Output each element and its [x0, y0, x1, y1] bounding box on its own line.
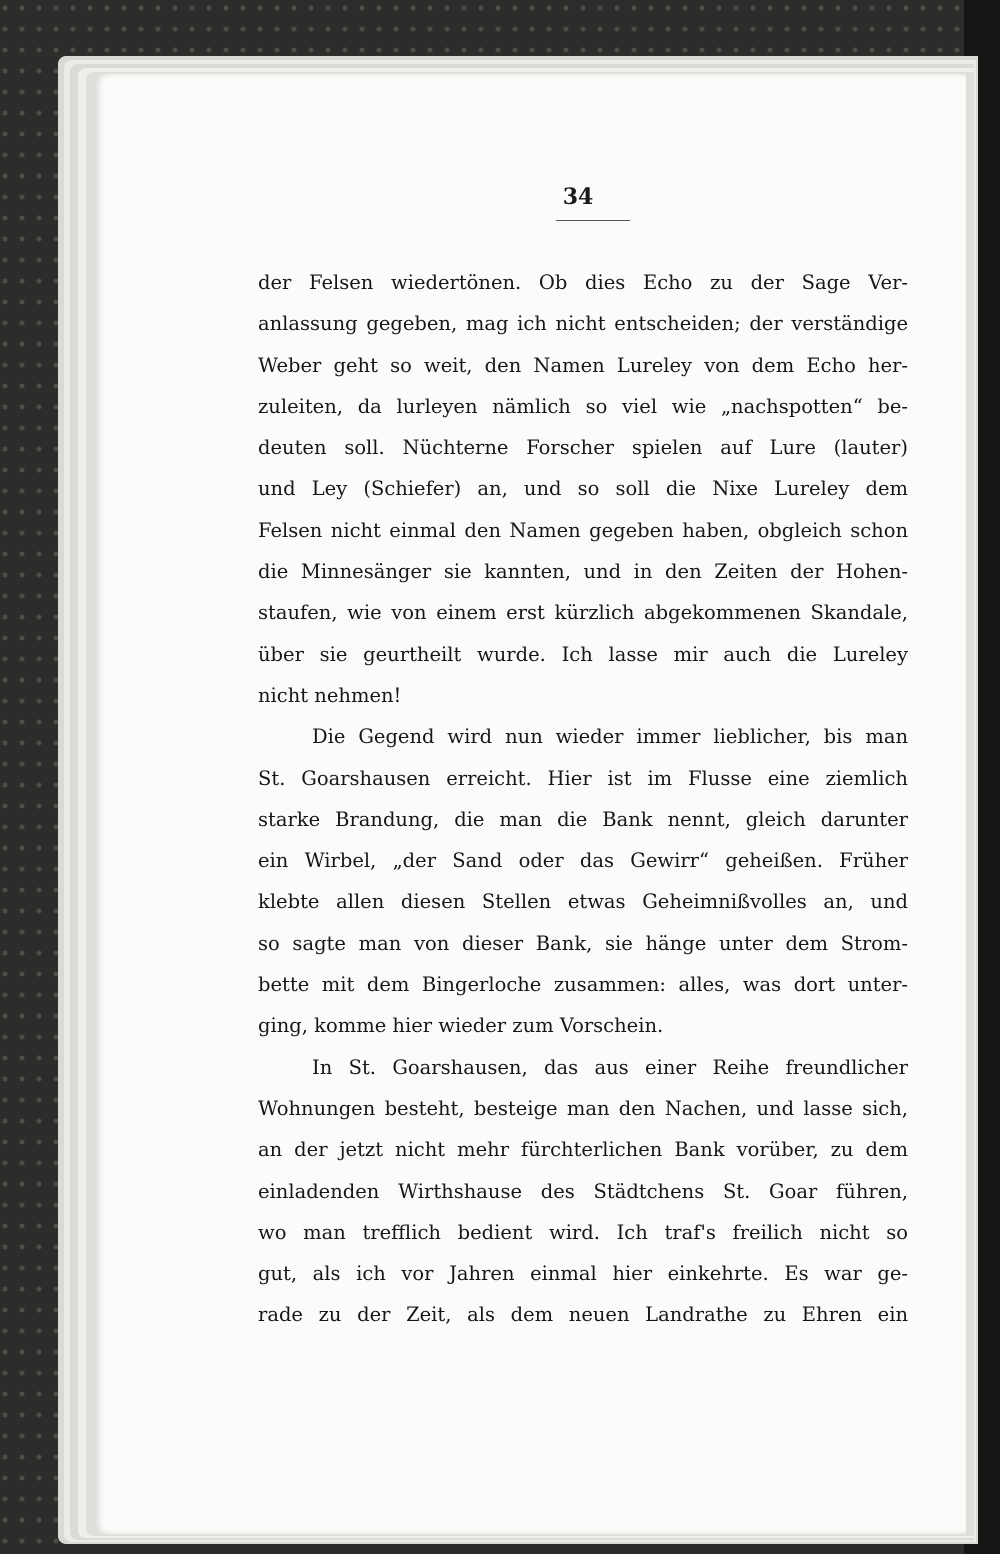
- text-line: starke Brandung, die man die Bank nennt, gleich darunter: [258, 807, 908, 831]
- text-line: so sagte man von dieser Bank, sie hänge unter dem Strom-: [258, 931, 908, 955]
- paragraph-first-line: Die Gegend wird nun wieder immer lieblicher, bis man: [312, 725, 908, 749]
- text-line: St. Goarshausen erreicht. Hier ist im Flusse eine ziemlich: [258, 766, 908, 790]
- text-line: Felsen nicht einmal den Namen gegeben haben, obgleich schon: [258, 518, 908, 542]
- text-line: und Ley (Schiefer) an, und so soll die Nixe Lureley dem: [258, 477, 908, 501]
- text-line: bette mit dem Bingerloche zusammen: alles, was dort unter-: [258, 973, 908, 997]
- text-line: rade zu der Zeit, als dem neuen Landrathe zu Ehren ein: [258, 1303, 908, 1327]
- text-line: über sie geurtheilt wurde. Ich lasse mir auch die Lureley: [258, 642, 908, 666]
- text-line: ein Wirbel, „der Sand oder das Gewirr“ geheißen. Früher: [258, 849, 908, 873]
- page-number: 34: [562, 184, 594, 210]
- text-line: anlassung gegeben, mag ich nicht entscheiden; der verständige: [258, 312, 908, 336]
- text-line: der Felsen wiedertönen. Ob dies Echo zu der Sage Ver-: [258, 271, 908, 294]
- text-line: wo man trefflich bedient wird. Ich traf's freilich nicht so: [258, 1220, 908, 1244]
- text-line: zuleiten, da lurleyen nämlich so viel wie „nachspotten“ be-: [258, 394, 908, 418]
- text-line: klebte allen diesen Stellen etwas Geheimnißvolles an, und: [258, 890, 908, 914]
- text-line: nicht nehmen!: [258, 683, 402, 707]
- text-line: staufen, wie von einem erst kürzlich abgekommenen Skandale,: [258, 601, 908, 625]
- text-line: Wohnungen besteht, besteige man den Nachen, und lasse sich,: [258, 1096, 908, 1120]
- text-line: an der jetzt nicht mehr fürchterlichen Bank vorüber, zu dem: [258, 1138, 908, 1162]
- text-line: gut, als ich vor Jahren einmal hier einkehrte. Es war ge-: [258, 1262, 908, 1286]
- text-line: die Minnesänger sie kannten, und in den Zeiten der Hohen-: [258, 560, 908, 584]
- page-number-rule: [556, 220, 630, 221]
- text-line: Weber geht so weit, den Namen Lureley von dem Echo her-: [258, 353, 908, 377]
- page-text: [258, 262, 908, 1336]
- text-line: deuten soll. Nüchterne Forscher spielen auf Lure (lauter): [258, 436, 908, 460]
- text-line: ging, komme hier wieder zum Vorschein.: [258, 1014, 664, 1038]
- paragraph-first-line: In St. Goarshausen, das aus einer Reihe freundlicher: [312, 1055, 908, 1079]
- text-line: einladenden Wirthshause des Städtchens St. Goar führen,: [258, 1179, 908, 1203]
